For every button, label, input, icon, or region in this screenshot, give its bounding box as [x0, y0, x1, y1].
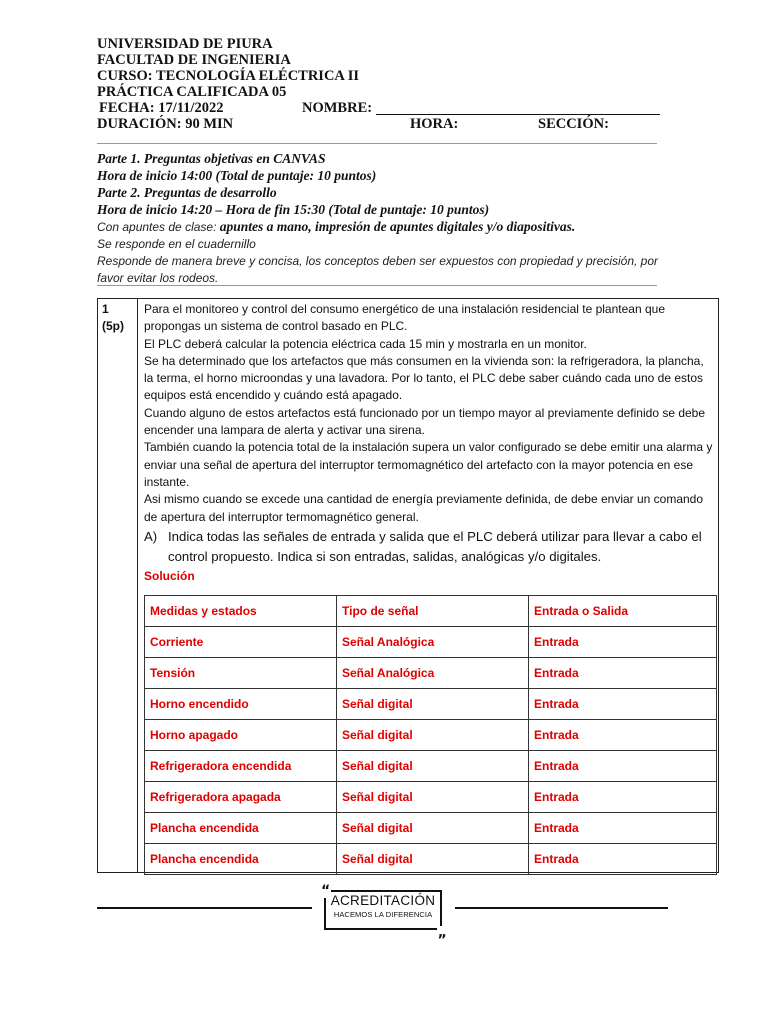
question-number-cell: [98, 299, 138, 872]
exam-date: FECHA: 17/11/2022: [99, 100, 224, 116]
part2-title: Parte 2. Preguntas de desarrollo: [97, 185, 277, 200]
table-cell: Señal digital: [337, 782, 529, 813]
table-cell: Entrada: [529, 689, 717, 720]
divider: [97, 143, 657, 144]
table-header-cell: Tipo de señal: [337, 596, 529, 627]
answer-where: Se responde en el cuadernillo: [97, 237, 256, 251]
table-cell: Señal Analógica: [337, 627, 529, 658]
footer-line-right: [455, 907, 668, 909]
question-points: (5p): [102, 319, 124, 333]
table-row: [145, 844, 717, 875]
question-box: [97, 298, 719, 873]
table-cell: Entrada: [529, 627, 717, 658]
answer-how: Responde de manera breve y concisa, los conceptos deben ser expuestos con propiedad y precisión, por favor evitar los rodeos.: [97, 254, 659, 285]
item-a-text: Indica todas las señales de entrada y salida que el PLC deberá utilizar para llevar a cabo el control propuesto. Indica si son entradas, salidas, analógicas y/o digitales.: [168, 528, 702, 564]
date-name-row: [97, 100, 667, 116]
logo-title: ACREDITACIÓN: [330, 893, 436, 908]
table-header-cell: Entrada o Salida: [529, 596, 717, 627]
question-paragraph: Para el monitoreo y control del consumo energético de una instalación residencial te plantean que propongas un sistema de control basado en PLC.: [144, 302, 665, 334]
footer-line-left: [97, 907, 312, 909]
table-cell: Horno apagado: [145, 720, 337, 751]
table-cell: Señal digital: [337, 689, 529, 720]
time-label: HORA:: [410, 116, 459, 132]
table-cell: Corriente: [145, 627, 337, 658]
notes-prefix: Con apuntes de clase:: [97, 220, 220, 234]
question-paragraph: Asi mismo cuando se excede una cantidad de energía previamente definida, de debe enviar un comando de apertura del interruptor termomagnético general.: [144, 492, 704, 524]
divider: [97, 285, 657, 286]
question-paragraph: Cuando alguno de estos artefactos está funcionado por un tiempo mayor al previamente definido se debe encender una lampara de alerta y activar una sirena.: [144, 405, 706, 438]
duration-row: [97, 116, 667, 132]
table-row: [145, 658, 717, 689]
table-cell: Refrigeradora apagada: [145, 782, 337, 813]
question-paragraph: El PLC deberá calcular la potencia eléctrica cada 15 min y mostrarla en un monitor.: [144, 336, 587, 351]
course-name: CURSO: TECNOLOGÍA ELÉCTRICA II: [97, 68, 360, 84]
table-cell: Plancha encendida: [145, 813, 337, 844]
notes-line: [97, 218, 677, 236]
table-row: [145, 813, 717, 844]
table-cell: Horno encendido: [145, 689, 337, 720]
question-number: 1: [102, 302, 109, 316]
university-name: UNIVERSIDAD DE PIURA: [97, 36, 273, 52]
table-cell: Señal Analógica: [337, 658, 529, 689]
table-cell: Refrigeradora encendida: [145, 751, 337, 782]
signals-table: [144, 595, 717, 875]
table-cell: Señal digital: [337, 813, 529, 844]
document-header: [97, 36, 667, 132]
table-cell: Entrada: [529, 782, 717, 813]
item-a: [144, 527, 716, 567]
table-cell: Entrada: [529, 844, 717, 875]
instructions: [97, 150, 677, 287]
table-row: [145, 720, 717, 751]
logo-subtitle: HACEMOS LA DIFERENCIA: [333, 910, 433, 919]
table-cell: Tensión: [145, 658, 337, 689]
table-row: [145, 627, 717, 658]
part1-title: Parte 1. Preguntas objetivas en CANVAS: [97, 151, 326, 166]
table-cell: Señal digital: [337, 720, 529, 751]
table-header-row: [145, 596, 717, 627]
table-cell: Entrada: [529, 751, 717, 782]
table-cell: Entrada: [529, 720, 717, 751]
part1-time: Hora de inicio 14:00 (Total de puntaje: 10 puntos): [97, 168, 377, 183]
exam-duration: DURACIÓN: 90 MIN: [97, 116, 234, 132]
table-cell: Entrada: [529, 658, 717, 689]
section-label: SECCIÓN:: [538, 116, 609, 132]
name-field[interactable]: [376, 100, 660, 115]
close-quote-icon: „: [437, 925, 447, 941]
notes-bold: apuntes a mano, impresión de apuntes digitales y/o diapositivas.: [219, 219, 576, 234]
open-quote-icon: “: [321, 883, 331, 899]
table-row: [145, 751, 717, 782]
solution-label: Solución: [144, 568, 195, 583]
practice-title: PRÁCTICA CALIFICADA 05: [97, 84, 287, 100]
question-paragraph: También cuando la potencia total de la instalación supera un valor configurado se debe emitir una alarma y enviar una señal de apertura del interruptor termomagnético del artefacto con la mayor potencia en ese instante.: [144, 440, 713, 489]
table-cell: Entrada: [529, 813, 717, 844]
name-label: NOMBRE:: [302, 100, 373, 116]
table-row: [145, 689, 717, 720]
table-cell: Señal digital: [337, 844, 529, 875]
table-row: [145, 782, 717, 813]
acreditacion-logo: [320, 883, 448, 941]
question-paragraph: Se ha determinado que los artefactos que más consumen en la vivienda son: la refrigeradora, la plancha, la terma, el horno microondas y una lavadora. Por lo tanto, el PLC debe saber cuándo cada uno de estos equipos está encendido y cuándo está apagado.: [144, 353, 704, 403]
table-header-cell: Medidas y estados: [145, 596, 337, 627]
item-a-letter: A): [144, 528, 158, 544]
table-cell: Señal digital: [337, 751, 529, 782]
part2-time: Hora de inicio 14:20 – Hora de fin 15:30 (Total de puntaje: 10 puntos): [97, 202, 490, 217]
table-cell: Plancha encendida: [145, 844, 337, 875]
faculty-name: FACULTAD DE INGENIERIA: [97, 52, 291, 68]
question-body: [144, 301, 716, 585]
